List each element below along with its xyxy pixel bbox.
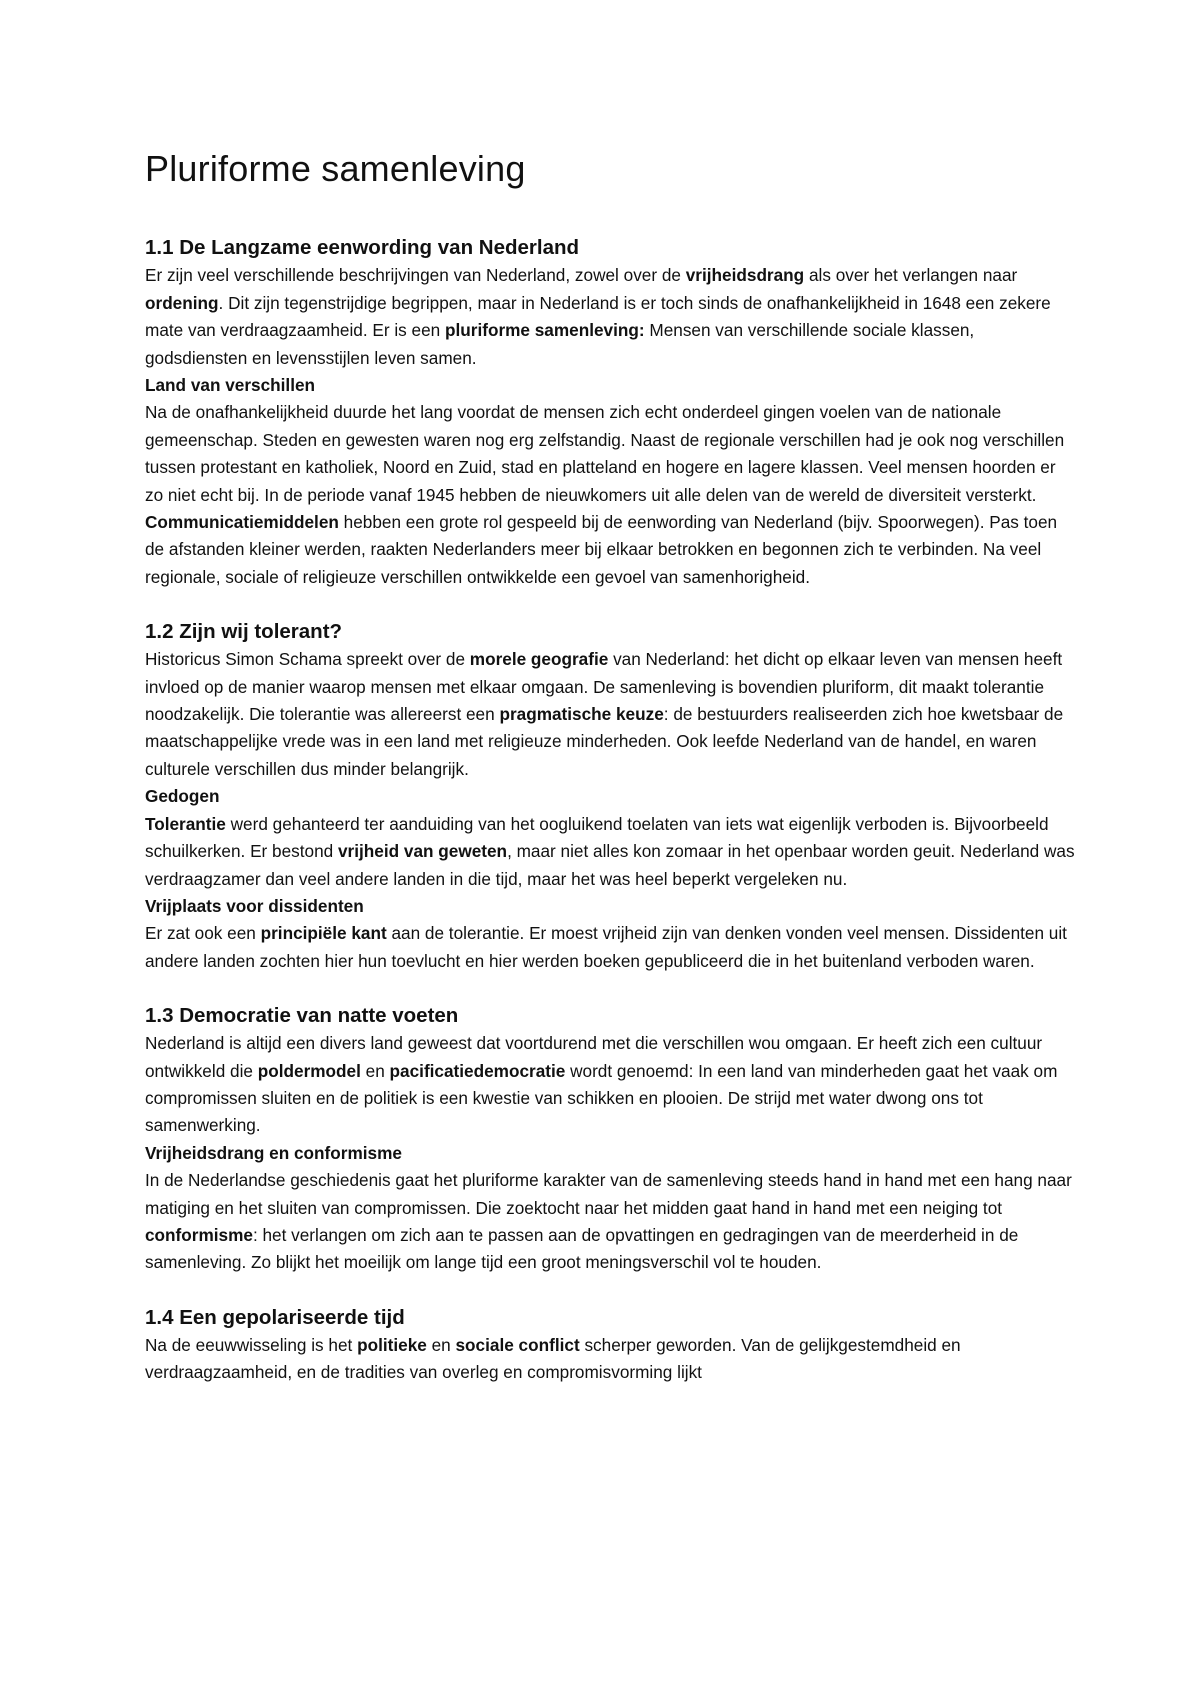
- text-run: wordt genoemd: In een land van minderheden gaat het vaak om compromissen sluiten en de politiek is een kwestie van schikken en plooien. De strijd met water dwong ons tot samenwerking.: [145, 1060, 1058, 1136]
- text-run: Er zijn veel verschillende beschrijvingen van Nederland, zowel over de: [145, 265, 686, 286]
- text-run: In de Nederlandse geschiedenis gaat het pluriforme karakter van de samenleving steeds hand in hand met een hang naar matiging en het sluiten van compromissen. Die zoektocht naar het midden gaat hand in hand met een neiging tot: [145, 1170, 1072, 1218]
- text-run: Na de onafhankelijkheid duurde het lang voordat de mensen zich echt onderdeel gingen voelen van de nationale gemeenschap. Steden en gewesten waren nog erg zelfstandig. Naast de regionale verschillen had je ook nog verschillen tussen protestant en katholiek, Noord en Zuid, stad en platteland en hogere en lagere klassen. Veel mensen hoorden er zo niet echt bij. In de periode vanaf 1945 hebben de nieuwkomers uit alle delen van de wereld de diversiteit versterkt.: [145, 402, 1065, 505]
- paragraph: [145, 399, 1075, 591]
- bold-term: pacificatiedemocratie: [389, 1060, 566, 1081]
- section: [145, 1303, 1075, 1387]
- text-run: Mensen van verschillende sociale klassen, godsdiensten en levensstijlen leven samen.: [145, 320, 975, 368]
- text-run: van Nederland: het dicht op elkaar leven van mensen heeft invloed op de manier waarop mensen met elkaar omgaan. De samenleving is bovendien pluriform, dit maakt tolerantie noodzakelijk. Die tolerantie was allereerst een: [145, 649, 1063, 725]
- text-run: : de bestuurders realiseerden zich hoe kwetsbaar de maatschappelijke vrede was in een land met religieuze minderheden. Ook leefde Nederland van de handel, en waren culturele verschillen dus minder belangrijk.: [145, 704, 1064, 779]
- section-heading: 1.3 Democratie van natte voeten: [145, 1004, 459, 1028]
- subheading: Land van verschillen: [145, 375, 316, 396]
- subheading: Gedogen: [145, 786, 220, 807]
- text-run: Na de eeuwwisseling is het: [145, 1334, 358, 1355]
- bold-term: sociale conflict: [455, 1334, 580, 1355]
- text-run: Nederland is altijd een divers land geweest dat voortdurend met die verschillen wou omgaan. Er heeft zich een cultuur ontwikkeld die: [145, 1033, 1043, 1081]
- bold-term: vrijheidsdrang: [685, 265, 805, 286]
- paragraph: [145, 811, 1075, 893]
- text-run: scherper geworden. Van de gelijkgestemdheid en verdraagzaamheid, en de tradities van overleg en compromisvorming lijkt: [145, 1334, 961, 1383]
- section: [145, 1001, 1075, 1277]
- paragraph: [145, 262, 1075, 372]
- section-heading: 1.2 Zijn wij tolerant?: [145, 620, 343, 644]
- text-run: hebben een grote rol gespeeld bij de eenwording van Nederland (bijv. Spoorwegen). Pas toen de afstanden kleiner werden, raakten Nederlanders meer bij elkaar betrokken en begonnen zich te verbinden. Na veel regionale, sociale of religieuze verschillen ontwikkelde een gevoel van samenhorigheid.: [145, 512, 1058, 587]
- bold-term: politieke: [357, 1334, 427, 1355]
- bold-term: pragmatische keuze: [499, 704, 664, 725]
- document-title: Pluriforme samenleving: [145, 148, 526, 189]
- text-run: werd gehanteerd ter aanduiding van het oogluikend toelaten van iets wat eigenlijk verboden is. Bijvoorbeeld schuilkerken. Er bestond: [145, 813, 1049, 862]
- section-heading: 1.4 Een gepolariseerde tijd: [145, 1305, 405, 1329]
- subheading: Vrijplaats voor dissidenten: [145, 895, 364, 916]
- paragraph: [145, 920, 1075, 975]
- bold-term: Tolerantie: [145, 813, 226, 834]
- bold-term: morele geografie: [469, 649, 609, 670]
- bold-term: pluriforme samenleving:: [444, 320, 645, 341]
- paragraph: [145, 1332, 1075, 1387]
- text-run: Historicus Simon Schama spreekt over de: [145, 649, 470, 670]
- text-run: aan de tolerantie. Er moest vrijheid zijn van denken vonden veel mensen. Dissidenten uit andere landen zochten hier hun toevlucht en hier werden boeken gepubliceerd die in het buitenland verboden waren.: [145, 923, 1067, 971]
- bold-term: conformisme: [145, 1224, 253, 1245]
- text-run: en: [360, 1060, 390, 1081]
- paragraph: [145, 1030, 1075, 1140]
- section: [145, 233, 1075, 591]
- document-body: [145, 233, 1075, 1386]
- paragraph: [145, 1167, 1075, 1277]
- bold-term: poldermodel: [257, 1060, 361, 1081]
- text-run: Er zat ook een: [145, 923, 261, 944]
- text-run: als over het verlangen naar: [804, 265, 1018, 286]
- subheading: Vrijheidsdrang en conformisme: [145, 1142, 402, 1163]
- text-run: . Dit zijn tegenstrijdige begrippen, maar in Nederland is er toch sinds de onafhankelijkheid in 1648 een zekere mate van verdraagzaamheid. Er is een: [145, 292, 1051, 341]
- text-run: en: [426, 1334, 456, 1355]
- section-heading: 1.1 De Langzame eenwording van Nederland: [145, 236, 580, 260]
- bold-term: vrijheid van geweten: [337, 841, 508, 862]
- bold-term: Communicatiemiddelen: [145, 512, 339, 533]
- text-run: , maar niet alles kon zomaar in het openbaar worden geuit. Nederland was verdraagzamer dan veel andere landen in die tijd, maar het was heel beperkt vergeleken nu.: [145, 841, 1075, 889]
- section: [145, 617, 1075, 975]
- bold-term: ordening: [145, 292, 219, 313]
- document-page: [145, 148, 1075, 1413]
- bold-term: principiële kant: [260, 923, 387, 944]
- paragraph: [145, 646, 1075, 783]
- text-run: : het verlangen om zich aan te passen aan de opvattingen en gedragingen van de meerderheid in de samenleving. Zo blijkt het moeilijk om lange tijd een groot meningsverschil vol te houden.: [145, 1224, 1019, 1273]
